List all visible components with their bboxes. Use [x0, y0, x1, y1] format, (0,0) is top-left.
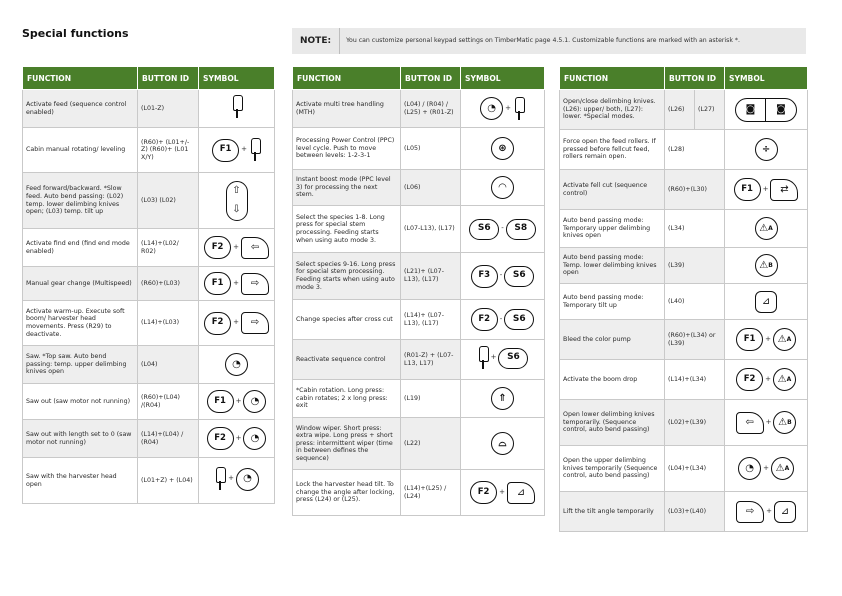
table-row: [560, 210, 808, 248]
saw-icon: ◔: [243, 390, 266, 413]
table-row: Change species after cross cut (L14)+ (L07-L13), (L17) F2 - S6: [293, 300, 545, 340]
saw-icon: ◔: [236, 468, 259, 491]
feed-forward-backward-icon: ⇧ ⇩: [226, 181, 248, 221]
table-row: Saw with the harvester head open (L01+Z) + (L04) + ◔: [23, 458, 275, 504]
table-row: [23, 90, 275, 128]
table-row: Saw out with length set to 0 (saw motor not running) (L14)+(L04) / (R04) F2 + ◔: [23, 420, 275, 458]
table-row: Lock the harvester head tilt. To change the angle after locking, press (L24) or (L25). (L14)+(L25) / (L24) F2 + ⊿: [293, 470, 545, 516]
table-row: [293, 128, 545, 170]
button-id: (L21)+ (L07-L13), (L17): [401, 253, 461, 300]
function-text: Open/close delimbing knives. (L26): upper/ both, (L27): lower. *Special modes.: [560, 90, 665, 130]
function-text: Activate fell cut (sequence control): [560, 170, 665, 210]
table-row: [293, 380, 545, 418]
table-row: [23, 173, 275, 229]
f2-key-icon: F2: [204, 236, 231, 259]
note-box: [292, 28, 806, 54]
function-text: Saw out with length set to 0 (saw motor not running): [23, 420, 138, 458]
table-row: Manual gear change (Multispeed) (R60)+(L03) F1 + ⇨: [23, 267, 275, 301]
joystick-icon: [249, 138, 261, 162]
f1-key-icon: F1: [734, 178, 761, 201]
function-text: Auto bend passing mode: Temporary tilt up: [560, 284, 665, 320]
button-id: (R60)+(L34) or (L39): [665, 320, 725, 360]
functions-table-3: [559, 66, 808, 532]
function-text: Saw out (saw motor not running): [23, 384, 138, 420]
function-text: Bleed the color pump: [560, 320, 665, 360]
feed-rollers-open-icon: ÷: [755, 138, 778, 161]
header-symbol: SYMBOL: [199, 67, 275, 90]
function-text: Reactivate sequence control: [293, 340, 401, 380]
function-text: Activate multi tree handling (MTH): [293, 90, 401, 128]
feed-backward-icon: ⇦: [736, 412, 764, 434]
button-id: (L05): [401, 128, 461, 170]
table-row: Bleed the color pump (R60)+(L34) or (L39) F1 + ⚠ A: [560, 320, 808, 360]
button-id: (L40): [665, 284, 725, 320]
boost-mode-icon: ◠: [491, 176, 514, 199]
table-row: [560, 130, 808, 170]
button-id: (L06): [401, 170, 461, 206]
table-row: Activate warm-up. Execute soft boom/ harvester head movements. Press (R29) to deactivate. (L14)+(L03) F2 + ⇨: [23, 301, 275, 346]
f2-key-icon: F2: [207, 427, 234, 450]
table-row: [23, 346, 275, 384]
table-row: Open the upper delimbing knives temporarily (Sequence control, auto bend passing) (L04)+(L34) ◔ + ⚠ A: [560, 446, 808, 492]
table-row: Reactivate sequence control (R01-Z) + (L07-L13, L17) + S6: [293, 340, 545, 380]
button-id: (L19): [401, 380, 461, 418]
header-function: FUNCTION: [23, 67, 138, 90]
table-row: [293, 170, 545, 206]
table-row: Cabin manual rotating/ leveling (R60)+ (L01+/-Z) (R60)+ (L01 X/Y) F1 +: [23, 128, 275, 173]
joystick-icon: [231, 95, 243, 119]
function-text: Activate feed (sequence control enabled): [23, 90, 138, 128]
function-text: Change species after cross cut: [293, 300, 401, 340]
button-id: (L04): [138, 346, 199, 384]
button-id: (L39): [665, 248, 725, 284]
saw-icon: ◔: [738, 457, 761, 480]
table-row: [560, 90, 808, 130]
feed-forward-icon: ⇨: [241, 312, 269, 334]
table-row: Activate find end (find end mode enabled) (L14)+(L02/ R02) F2 + ⇦: [23, 229, 275, 267]
saw-icon: ◔: [243, 427, 266, 450]
f2-key-icon: F2: [736, 368, 763, 391]
function-text: Open the upper delimbing knives temporarily (Sequence control, auto bend passing): [560, 446, 665, 492]
button-id: (L03)+(L40): [665, 492, 725, 532]
window-wiper-icon: ⌓: [491, 432, 514, 455]
tilt-up-icon: ⊿: [755, 291, 777, 313]
table-row: [560, 248, 808, 284]
function-text: Activate the boom drop: [560, 360, 665, 400]
header-function: FUNCTION: [560, 67, 665, 90]
f1-key-icon: F1: [207, 390, 234, 413]
upper-knives-icon: ⚠ A: [755, 217, 778, 240]
function-text: *Cabin rotation. Long press: cabin rotates; 2 x long press: exit: [293, 380, 401, 418]
function-text: Instant boost mode (PPC level 3) for processing the next stem.: [293, 170, 401, 206]
button-id: (R60)+(L30): [665, 170, 725, 210]
s6-key-icon: S6: [469, 219, 499, 240]
button-id: (L14)+ (L07-L13), (L17): [401, 300, 461, 340]
f1-key-icon: F1: [212, 139, 239, 162]
function-text: Saw. *Top saw. Auto bend passing: temp. upper delimbing knives open: [23, 346, 138, 384]
table-row: Activate fell cut (sequence control) (R60)+(L30) F1 + ⇄: [560, 170, 808, 210]
function-text: Processing Power Control (PPC) level cycle. Push to move between levels: 1-2-3-1: [293, 128, 401, 170]
button-id: (L01-Z): [138, 90, 199, 128]
button-id: (R01-Z) + (L07-L13, L17): [401, 340, 461, 380]
table-row: [293, 418, 545, 470]
table-row: [560, 284, 808, 320]
joystick-icon: [477, 346, 489, 370]
page-title: Special functions: [22, 27, 129, 40]
function-text: Lock the harvester head tilt. To change the angle after locking, press (L24) or (L25).: [293, 470, 401, 516]
s6-key-icon: S6: [504, 266, 534, 287]
table-row: Open lower delimbing knives temporarily. (Sequence control, auto bend passing) (L02)+(L39) ⇦ + ⚠ B: [560, 400, 808, 446]
saw-icon: ◔: [480, 97, 503, 120]
note-text: You can customize personal keypad settings on TimberMatic page 4.5.1. Customizable functions are marked with an asterisk *.: [346, 37, 740, 44]
saw-icon: ◔: [225, 353, 248, 376]
tilt-up-icon: ⊿: [774, 501, 796, 523]
button-id: (R60)+(L03): [138, 267, 199, 301]
header-button-id: BUTTON ID: [138, 67, 199, 90]
function-text: Cabin manual rotating/ leveling: [23, 128, 138, 173]
table-row: Activate the boom drop (L14)+(L34) F2 + ⚠ A: [560, 360, 808, 400]
upper-knives-icon: ⚠ A: [773, 328, 796, 351]
f2-key-icon: F2: [470, 481, 497, 504]
f2-key-icon: F2: [204, 312, 231, 335]
fell-cut-icon: ⇄: [770, 179, 798, 201]
function-text: Select the species 1-8. Long press for special stem processing. Feeding starts when using auto mode 3.: [293, 206, 401, 253]
button-id: (L26): [665, 90, 695, 130]
upper-knives-icon: ⚠ A: [773, 368, 796, 391]
tilt-lock-icon: ⊿: [507, 482, 535, 504]
feed-forward-icon: ⇨: [736, 501, 764, 523]
function-text: Feed forward/backward. *Slow feed. Auto bend passing: (L02) temp. lower delimbing knives open; (L03) temp. tilt up: [23, 173, 138, 229]
ppc-level-icon: ⊛: [491, 137, 514, 160]
table-row: Lift the tilt angle temporarily (L03)+(L40) ⇨ + ⊿: [560, 492, 808, 532]
function-text: Activate find end (find end mode enabled): [23, 229, 138, 267]
functions-table-1: [22, 66, 275, 504]
f3-key-icon: F3: [471, 265, 498, 288]
header-symbol: SYMBOL: [461, 67, 545, 90]
delimbing-knives-icon: ◙ ◙: [735, 98, 797, 122]
table-row: Select species 9-16. Long press for special stem processing. Feeding starts when using auto mode 3. (L21)+ (L07-L13), (L17) F3 - S6: [293, 253, 545, 300]
button-id: (L04) / (R04) / (L25) + (R01-Z): [401, 90, 461, 128]
button-id: (L22): [401, 418, 461, 470]
function-text: Manual gear change (Multispeed): [23, 267, 138, 301]
function-text: Open lower delimbing knives temporarily. (Sequence control, auto bend passing): [560, 400, 665, 446]
function-text: Auto bend passing mode: Temporary upper delimbing knives open: [560, 210, 665, 248]
f2-key-icon: F2: [471, 308, 498, 331]
function-text: Saw with the harvester head open: [23, 458, 138, 504]
button-id: (L07-L13), (L17): [401, 206, 461, 253]
function-text: Window wiper. Short press: extra wipe. Long press + short press: intermittent wiper (time in between defines the sequence): [293, 418, 401, 470]
joystick-icon: [513, 97, 525, 121]
header-function: FUNCTION: [293, 67, 401, 90]
table-row: Saw out (saw motor not running) (R60)+(L04) /(R04) F1 + ◔: [23, 384, 275, 420]
table-row: Select the species 1-8. Long press for special stem processing. Feeding starts when using auto mode 3. (L07-L13), (L17) S6 - S8: [293, 206, 545, 253]
function-text: Auto bend passing mode: Temp. lower delimbing knives open: [560, 248, 665, 284]
f1-key-icon: F1: [204, 272, 231, 295]
function-text: Force open the feed rollers. If pressed before fellcut feed, rollers remain open.: [560, 130, 665, 170]
button-id: (L14)+(L03): [138, 301, 199, 346]
lower-knives-icon: ⚠ B: [755, 254, 778, 277]
button-id: (L27): [695, 90, 725, 130]
button-id: (L03) (L02): [138, 173, 199, 229]
button-id: (L34): [665, 210, 725, 248]
header-button-id: BUTTON ID: [665, 67, 725, 90]
lower-knives-icon: ⚠ B: [773, 411, 796, 434]
button-id: (L14)+(L04) / (R04): [138, 420, 199, 458]
header-button-id: BUTTON ID: [401, 67, 461, 90]
button-id: (L14)+(L25) / (L24): [401, 470, 461, 516]
functions-table-2: [292, 66, 545, 516]
s6-key-icon: S6: [504, 309, 534, 330]
upper-knives-icon: ⚠ A: [771, 457, 794, 480]
s6-key-icon: S6: [498, 348, 528, 369]
function-text: Lift the tilt angle temporarily: [560, 492, 665, 532]
button-id: (L01+Z) + (L04): [138, 458, 199, 504]
joystick-icon: [214, 467, 226, 491]
button-id: (R60)+(L04) /(R04): [138, 384, 199, 420]
function-text: Select species 9-16. Long press for special stem processing. Feeding starts when using auto mode 3.: [293, 253, 401, 300]
button-id: (L02)+(L39): [665, 400, 725, 446]
button-id: (L28): [665, 130, 725, 170]
button-id: (L14)+(L34): [665, 360, 725, 400]
button-id: (R60)+ (L01+/-Z) (R60)+ (L01 X/Y): [138, 128, 199, 173]
f1-key-icon: F1: [736, 328, 763, 351]
s8-key-icon: S8: [506, 219, 536, 240]
cabin-rotation-icon: ⇑: [491, 387, 514, 410]
feed-forward-icon: ⇨: [241, 273, 269, 295]
feed-backward-icon: ⇦: [241, 237, 269, 259]
button-id: (L04)+(L34): [665, 446, 725, 492]
button-id: (L14)+(L02/ R02): [138, 229, 199, 267]
header-symbol: SYMBOL: [725, 67, 808, 90]
function-text: Activate warm-up. Execute soft boom/ harvester head movements. Press (R29) to deactivate.: [23, 301, 138, 346]
note-label: NOTE:: [292, 28, 340, 54]
table-row: Activate multi tree handling (MTH) (L04) / (R04) / (L25) + (R01-Z) ◔ +: [293, 90, 545, 128]
